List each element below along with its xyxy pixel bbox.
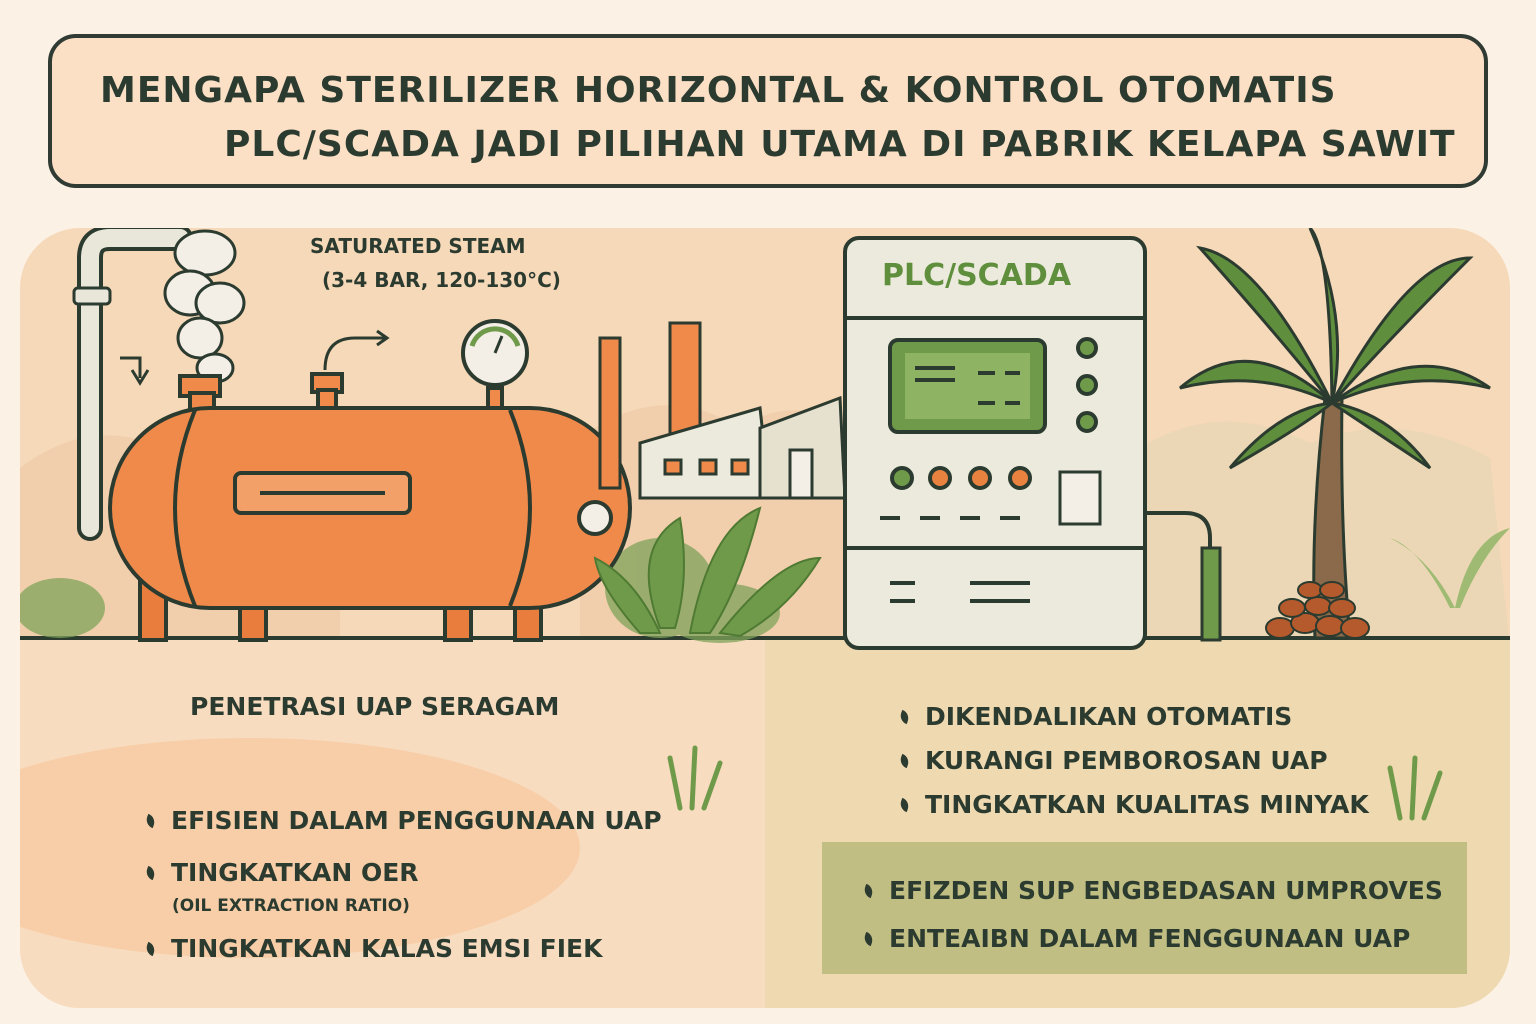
steam-label: SATURATED STEAM (310, 234, 526, 258)
leaf-bullet-icon (144, 813, 157, 827)
leaf-bullet-icon (898, 797, 911, 811)
plc-scada-cabinet (845, 238, 1145, 648)
title-line-1: MENGAPA STERILIZER HORIZONTAL & KONTROL OTOMATIS (100, 70, 1337, 111)
left-bullet-2 (146, 858, 419, 887)
leaf-bullet-icon (144, 865, 157, 879)
arrow-icon (120, 358, 140, 378)
leaf-bullet-icon (862, 931, 875, 945)
leaf-bullet-icon (862, 883, 875, 897)
steam-icon (165, 231, 244, 382)
left-bullet-text: TINGKATKAN KALAS EMSI FIEK (171, 934, 603, 963)
leaf-bullet-icon (144, 941, 157, 955)
oer-note: (OIL EXTRACTION RATIO) (172, 896, 410, 916)
steam-spec: (3-4 BAR, 120-130°C) (322, 268, 561, 292)
arrow-icon (325, 338, 385, 370)
right-bullet-2 (900, 746, 1328, 775)
box-bullet-text: EFIZDEN SUP ENGBEDASAN UMPROVES (889, 876, 1443, 905)
box-bullet-1 (864, 876, 1443, 905)
leaf-bullet-icon (898, 753, 911, 767)
right-bullet-1 (900, 702, 1292, 731)
left-bullet-text: EFISIEN DALAM PENGGUNAAN UAP (171, 806, 662, 835)
pressure-gauge-icon (463, 321, 527, 385)
right-bullet-text: TINGKATKAN KUALITAS MINYAK (925, 790, 1369, 819)
horizontal-sterilizer (110, 374, 630, 640)
left-heading: PENETRASI UAP SERAGAM (190, 692, 560, 721)
left-bullet-text: TINGKATKAN OER (171, 858, 419, 887)
benefit-box (822, 842, 1467, 974)
left-bullet-3 (146, 934, 602, 963)
right-bullet-text: KURANGI PEMBOROSAN UAP (925, 746, 1328, 775)
box-bullet-2 (864, 924, 1410, 953)
right-bullet-3 (900, 790, 1369, 819)
box-bullet-text: ENTEAIBN DALAM FENGGUNAAN UAP (889, 924, 1411, 953)
title-line-2: PLC/SCADA JADI PILIHAN UTAMA DI PABRIK KELAPA SAWIT (224, 124, 1456, 165)
leaf-bullet-icon (898, 709, 911, 723)
right-bullet-text: DIKENDALIKAN OTOMATIS (925, 702, 1293, 731)
sensor-probe (1202, 548, 1220, 640)
left-bullet-1 (146, 806, 662, 835)
plc-scada-label: PLC/SCADA (882, 258, 1072, 293)
